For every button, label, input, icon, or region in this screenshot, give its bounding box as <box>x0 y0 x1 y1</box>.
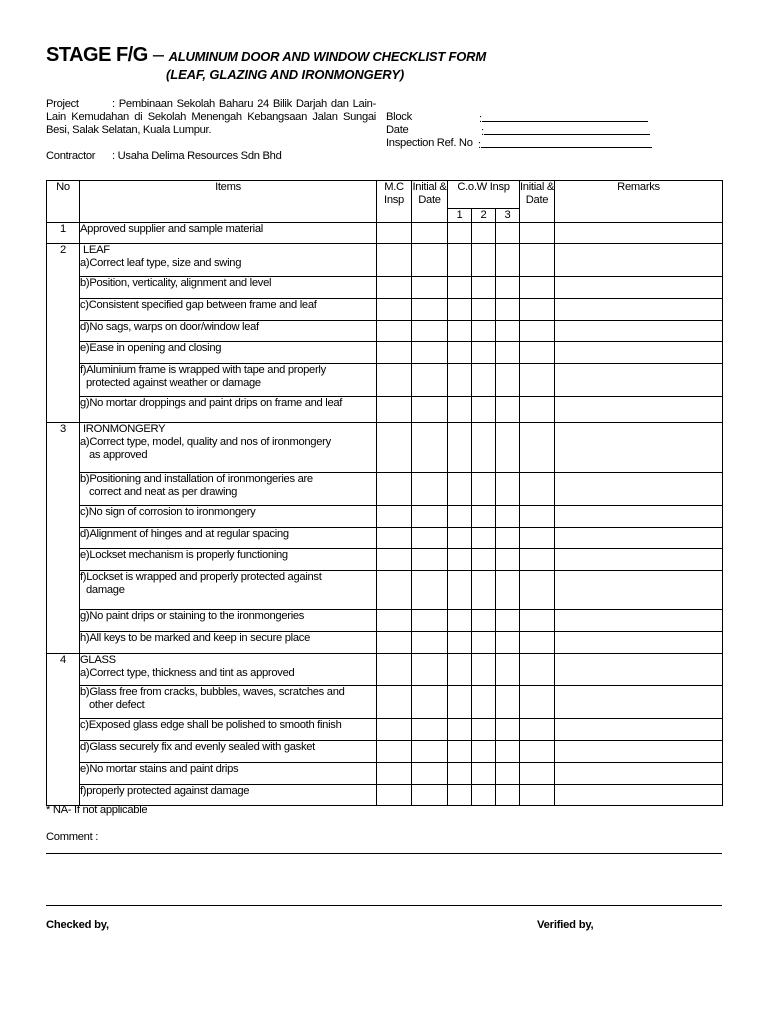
cell[interactable] <box>496 610 520 632</box>
cell[interactable] <box>496 632 520 654</box>
cell[interactable] <box>555 321 723 342</box>
cell[interactable] <box>496 654 520 686</box>
cell[interactable] <box>520 277 555 299</box>
contractor-label: Contractor <box>46 150 96 162</box>
cell[interactable] <box>412 632 448 654</box>
item-text: e)Ease in opening and closing <box>80 342 377 364</box>
cell[interactable] <box>472 473 496 506</box>
item-text: f)properly protected against damage <box>80 785 377 806</box>
cell[interactable] <box>496 741 520 763</box>
cell[interactable] <box>520 654 555 686</box>
inspection-ref-underline <box>481 137 652 148</box>
cell[interactable] <box>472 571 496 610</box>
table-row <box>47 244 723 277</box>
cell[interactable] <box>412 654 448 686</box>
comment-line-2[interactable] <box>46 905 722 906</box>
block-colon: : <box>479 113 482 125</box>
item-text: g)No mortar droppings and paint drips on frame and leaf <box>80 397 377 423</box>
table-row <box>47 741 723 763</box>
cell[interactable] <box>555 342 723 364</box>
table-row <box>47 686 723 719</box>
cell[interactable] <box>472 423 496 473</box>
cell[interactable] <box>448 321 472 342</box>
table-row <box>47 528 723 549</box>
table-row <box>47 506 723 528</box>
cell[interactable] <box>412 763 448 785</box>
cell[interactable] <box>448 610 472 632</box>
cell[interactable] <box>448 785 472 806</box>
item-text: h)All keys to be marked and keep in secure place <box>80 632 377 654</box>
row-number: 2 <box>47 244 80 423</box>
inspection-ref-field[interactable] <box>478 137 652 152</box>
item-text: a)Correct type, thickness and tint as approved <box>80 667 295 679</box>
cell[interactable] <box>520 632 555 654</box>
header-initial-date-2: Initial & Date <box>520 181 555 223</box>
cell[interactable] <box>555 244 723 277</box>
cell[interactable] <box>472 654 496 686</box>
cell[interactable] <box>472 364 496 397</box>
cell[interactable] <box>520 763 555 785</box>
cell[interactable] <box>520 741 555 763</box>
item-text-continued: damage <box>86 584 125 596</box>
cell[interactable] <box>496 473 520 506</box>
cell[interactable] <box>377 277 412 299</box>
table-row <box>47 342 723 364</box>
cell[interactable] <box>472 763 496 785</box>
cell[interactable] <box>520 223 555 244</box>
cell[interactable] <box>555 277 723 299</box>
cell[interactable] <box>412 785 448 806</box>
cell[interactable] <box>377 473 412 506</box>
cell[interactable] <box>472 528 496 549</box>
item-text: a)Correct type, model, quality and nos of ironmongery <box>80 436 331 448</box>
cell[interactable] <box>496 528 520 549</box>
block-underline <box>482 111 648 122</box>
header-no: No <box>47 181 80 223</box>
cell[interactable] <box>555 632 723 654</box>
header-cow-insp: C.o.W Insp <box>448 181 520 209</box>
contractor-value: : Usaha Delima Resources Sdn Bhd <box>112 150 282 162</box>
header-items: Items <box>80 181 377 223</box>
cell[interactable] <box>472 223 496 244</box>
section-heading: LEAF <box>83 244 110 256</box>
cell[interactable] <box>377 506 412 528</box>
cell[interactable] <box>472 397 496 423</box>
cell[interactable] <box>472 686 496 719</box>
cell[interactable] <box>496 223 520 244</box>
cell[interactable] <box>496 549 520 571</box>
table-row <box>47 473 723 506</box>
item-text: g)No paint drips or staining to the ironmongeries <box>80 610 377 632</box>
header-cow-3: 3 <box>496 209 520 223</box>
section-heading: GLASS <box>80 654 116 666</box>
item-text <box>80 423 377 473</box>
cell[interactable] <box>412 244 448 277</box>
table-row <box>47 632 723 654</box>
cell[interactable] <box>412 741 448 763</box>
header-initial-date: Initial & Date <box>412 181 448 223</box>
cell[interactable] <box>496 719 520 741</box>
cell[interactable] <box>377 763 412 785</box>
cell[interactable] <box>412 610 448 632</box>
cell[interactable] <box>412 364 448 397</box>
item-text: c)Consistent specified gap between frame and leaf <box>80 299 377 321</box>
cell[interactable] <box>555 719 723 741</box>
cell[interactable] <box>496 299 520 321</box>
cell[interactable] <box>412 719 448 741</box>
cell[interactable] <box>520 299 555 321</box>
project-line-1: : Pembinaan Sekolah Baharu 24 Bilik Darjah dan Lain- <box>112 98 376 110</box>
cell[interactable] <box>448 342 472 364</box>
item-text: e)No mortar stains and paint drips <box>80 763 377 785</box>
cell[interactable] <box>412 686 448 719</box>
cell[interactable] <box>472 299 496 321</box>
header-cow-2: 2 <box>472 209 496 223</box>
cell[interactable] <box>520 528 555 549</box>
cell[interactable] <box>412 473 448 506</box>
item-text: c)No sign of corrosion to ironmongery <box>80 506 377 528</box>
title-dash: – <box>152 44 164 66</box>
cell[interactable] <box>472 632 496 654</box>
item-text <box>80 244 377 277</box>
cell[interactable] <box>555 610 723 632</box>
item-text: a)Correct leaf type, size and swing <box>80 257 242 269</box>
cell[interactable] <box>520 549 555 571</box>
cell[interactable] <box>472 549 496 571</box>
cell[interactable] <box>496 321 520 342</box>
cell[interactable] <box>412 549 448 571</box>
form-title <box>46 44 486 67</box>
cell[interactable] <box>377 719 412 741</box>
cell[interactable] <box>496 244 520 277</box>
row-number: 1 <box>47 223 80 244</box>
item-text: b)Positioning and installation of ironmongeries are <box>80 473 313 485</box>
table-row <box>47 571 723 610</box>
cell[interactable] <box>555 299 723 321</box>
form-name: ALUMINUM DOOR AND WINDOW CHECKLIST FORM <box>168 49 486 64</box>
cell[interactable] <box>377 299 412 321</box>
item-text: Approved supplier and sample material <box>80 223 377 244</box>
table-row <box>47 785 723 806</box>
cell[interactable] <box>555 549 723 571</box>
cell[interactable] <box>520 719 555 741</box>
item-text-continued: protected against weather or damage <box>86 377 261 389</box>
cell[interactable] <box>472 244 496 277</box>
item-text: f)Aluminium frame is wrapped with tape and properly <box>80 364 326 376</box>
cell[interactable] <box>496 763 520 785</box>
cell[interactable] <box>555 397 723 423</box>
verified-by-label: Verified by, <box>537 919 594 931</box>
table-row <box>47 763 723 785</box>
inspection-ref-colon: : <box>478 139 481 151</box>
cell[interactable] <box>377 342 412 364</box>
cell[interactable] <box>555 423 723 473</box>
cell[interactable] <box>496 397 520 423</box>
cell[interactable] <box>496 277 520 299</box>
cell[interactable] <box>377 397 412 423</box>
cell[interactable] <box>448 299 472 321</box>
cell[interactable] <box>520 473 555 506</box>
cell[interactable] <box>520 506 555 528</box>
row-number: 4 <box>47 654 80 806</box>
form-subtitle: (LEAF, GLAZING AND IRONMONGERY) <box>166 67 405 82</box>
table-row <box>47 364 723 397</box>
cell[interactable] <box>377 686 412 719</box>
stage-label: STAGE F/G <box>46 44 148 66</box>
table-row <box>47 719 723 741</box>
cell[interactable] <box>520 686 555 719</box>
cell[interactable] <box>496 686 520 719</box>
cell[interactable] <box>448 632 472 654</box>
cell[interactable] <box>412 299 448 321</box>
cell[interactable] <box>496 785 520 806</box>
cell[interactable] <box>377 571 412 610</box>
item-text-continued: as approved <box>89 449 148 461</box>
footnote: * NA- If not applicable <box>46 804 148 816</box>
cell[interactable] <box>472 321 496 342</box>
item-text <box>80 686 377 719</box>
cell[interactable] <box>412 397 448 423</box>
header-cow-1: 1 <box>448 209 472 223</box>
cell[interactable] <box>520 397 555 423</box>
cell[interactable] <box>472 741 496 763</box>
item-text: e)Lockset mechanism is properly functioning <box>80 549 377 571</box>
date-underline <box>484 124 650 135</box>
item-text <box>80 364 377 397</box>
comment-label: Comment : <box>46 831 99 843</box>
cell[interactable] <box>448 473 472 506</box>
cell[interactable] <box>377 741 412 763</box>
section-heading: IRONMONGERY <box>83 423 166 435</box>
cell[interactable] <box>377 321 412 342</box>
cell[interactable] <box>555 686 723 719</box>
item-text <box>80 571 377 610</box>
item-text: c)Exposed glass edge shall be polished to smooth finish <box>80 719 377 741</box>
cell[interactable] <box>520 364 555 397</box>
date-colon: : <box>481 126 484 138</box>
item-text <box>80 473 377 506</box>
cell[interactable] <box>448 528 472 549</box>
cell[interactable] <box>448 719 472 741</box>
cell[interactable] <box>520 423 555 473</box>
table-row <box>47 610 723 632</box>
cell[interactable] <box>555 654 723 686</box>
table-row <box>47 299 723 321</box>
cell[interactable] <box>448 397 472 423</box>
cell[interactable] <box>377 364 412 397</box>
item-text: b)Position, verticality, alignment and level <box>80 277 377 299</box>
cell[interactable] <box>412 223 448 244</box>
cell[interactable] <box>472 342 496 364</box>
block-label: Block <box>386 111 412 123</box>
checklist-table <box>46 180 723 806</box>
comment-line-1[interactable] <box>46 853 722 854</box>
cell[interactable] <box>448 364 472 397</box>
cell[interactable] <box>412 321 448 342</box>
cell[interactable] <box>555 364 723 397</box>
cell[interactable] <box>520 571 555 610</box>
table-row <box>47 223 723 244</box>
cell[interactable] <box>377 785 412 806</box>
cell[interactable] <box>496 571 520 610</box>
header-mc-insp: M.C Insp <box>377 181 412 223</box>
cell[interactable] <box>377 632 412 654</box>
cell[interactable] <box>472 506 496 528</box>
cell[interactable] <box>448 741 472 763</box>
cell[interactable] <box>472 785 496 806</box>
cell[interactable] <box>555 528 723 549</box>
cell[interactable] <box>448 763 472 785</box>
item-text: b)Glass free from cracks, bubbles, waves, scratches and <box>80 686 345 698</box>
row-number: 3 <box>47 423 80 654</box>
checked-by-label: Checked by, <box>46 919 109 931</box>
header-remarks: Remarks <box>555 181 723 223</box>
cell[interactable] <box>555 473 723 506</box>
cell[interactable] <box>472 277 496 299</box>
project-line-2: Lain Kemudahan di Sekolah Menengah Kebangsaan Jalan Sungai <box>46 111 376 123</box>
cell[interactable] <box>555 741 723 763</box>
cell[interactable] <box>412 571 448 610</box>
cell[interactable] <box>496 423 520 473</box>
item-text: d)No sags, warps on door/window leaf <box>80 321 377 342</box>
cell[interactable] <box>520 321 555 342</box>
cell[interactable] <box>448 223 472 244</box>
cell[interactable] <box>412 342 448 364</box>
date-label: Date <box>386 124 409 136</box>
item-text: d)Glass securely fix and evenly sealed with gasket <box>80 741 377 763</box>
inspection-ref-label: Inspection Ref. No <box>386 137 473 149</box>
cell[interactable] <box>555 223 723 244</box>
cell[interactable] <box>472 719 496 741</box>
cell[interactable] <box>448 571 472 610</box>
cell[interactable] <box>555 763 723 785</box>
cell[interactable] <box>412 277 448 299</box>
cell[interactable] <box>377 223 412 244</box>
cell[interactable] <box>448 277 472 299</box>
cell[interactable] <box>555 785 723 806</box>
project-line-3: Besi, Salak Selatan, Kuala Lumpur. <box>46 124 212 136</box>
cell[interactable] <box>496 364 520 397</box>
cell[interactable] <box>555 506 723 528</box>
table-row <box>47 549 723 571</box>
item-text <box>80 654 377 686</box>
table-row <box>47 321 723 342</box>
cell[interactable] <box>496 506 520 528</box>
cell[interactable] <box>377 528 412 549</box>
cell[interactable] <box>520 610 555 632</box>
cell[interactable] <box>377 244 412 277</box>
table-row <box>47 277 723 299</box>
cell[interactable] <box>448 423 472 473</box>
item-text-continued: correct and neat as per drawing <box>89 486 238 498</box>
cell[interactable] <box>555 571 723 610</box>
cell[interactable] <box>377 549 412 571</box>
cell[interactable] <box>520 342 555 364</box>
table-row <box>47 654 723 686</box>
table-row <box>47 397 723 423</box>
item-text: d)Alignment of hinges and at regular spacing <box>80 528 377 549</box>
cell[interactable] <box>412 506 448 528</box>
cell[interactable] <box>448 654 472 686</box>
cell[interactable] <box>377 654 412 686</box>
cell[interactable] <box>377 423 412 473</box>
cell[interactable] <box>472 610 496 632</box>
cell[interactable] <box>520 785 555 806</box>
cell[interactable] <box>448 549 472 571</box>
item-text: f)Lockset is wrapped and properly protected against <box>80 571 322 583</box>
cell[interactable] <box>448 244 472 277</box>
table-row <box>47 423 723 473</box>
item-text-continued: other defect <box>89 699 145 711</box>
cell[interactable] <box>448 686 472 719</box>
cell[interactable] <box>412 528 448 549</box>
project-label: Project <box>46 98 79 110</box>
cell[interactable] <box>377 610 412 632</box>
cell[interactable] <box>448 506 472 528</box>
cell[interactable] <box>412 423 448 473</box>
cell[interactable] <box>496 342 520 364</box>
header-row <box>47 181 723 209</box>
cell[interactable] <box>520 244 555 277</box>
